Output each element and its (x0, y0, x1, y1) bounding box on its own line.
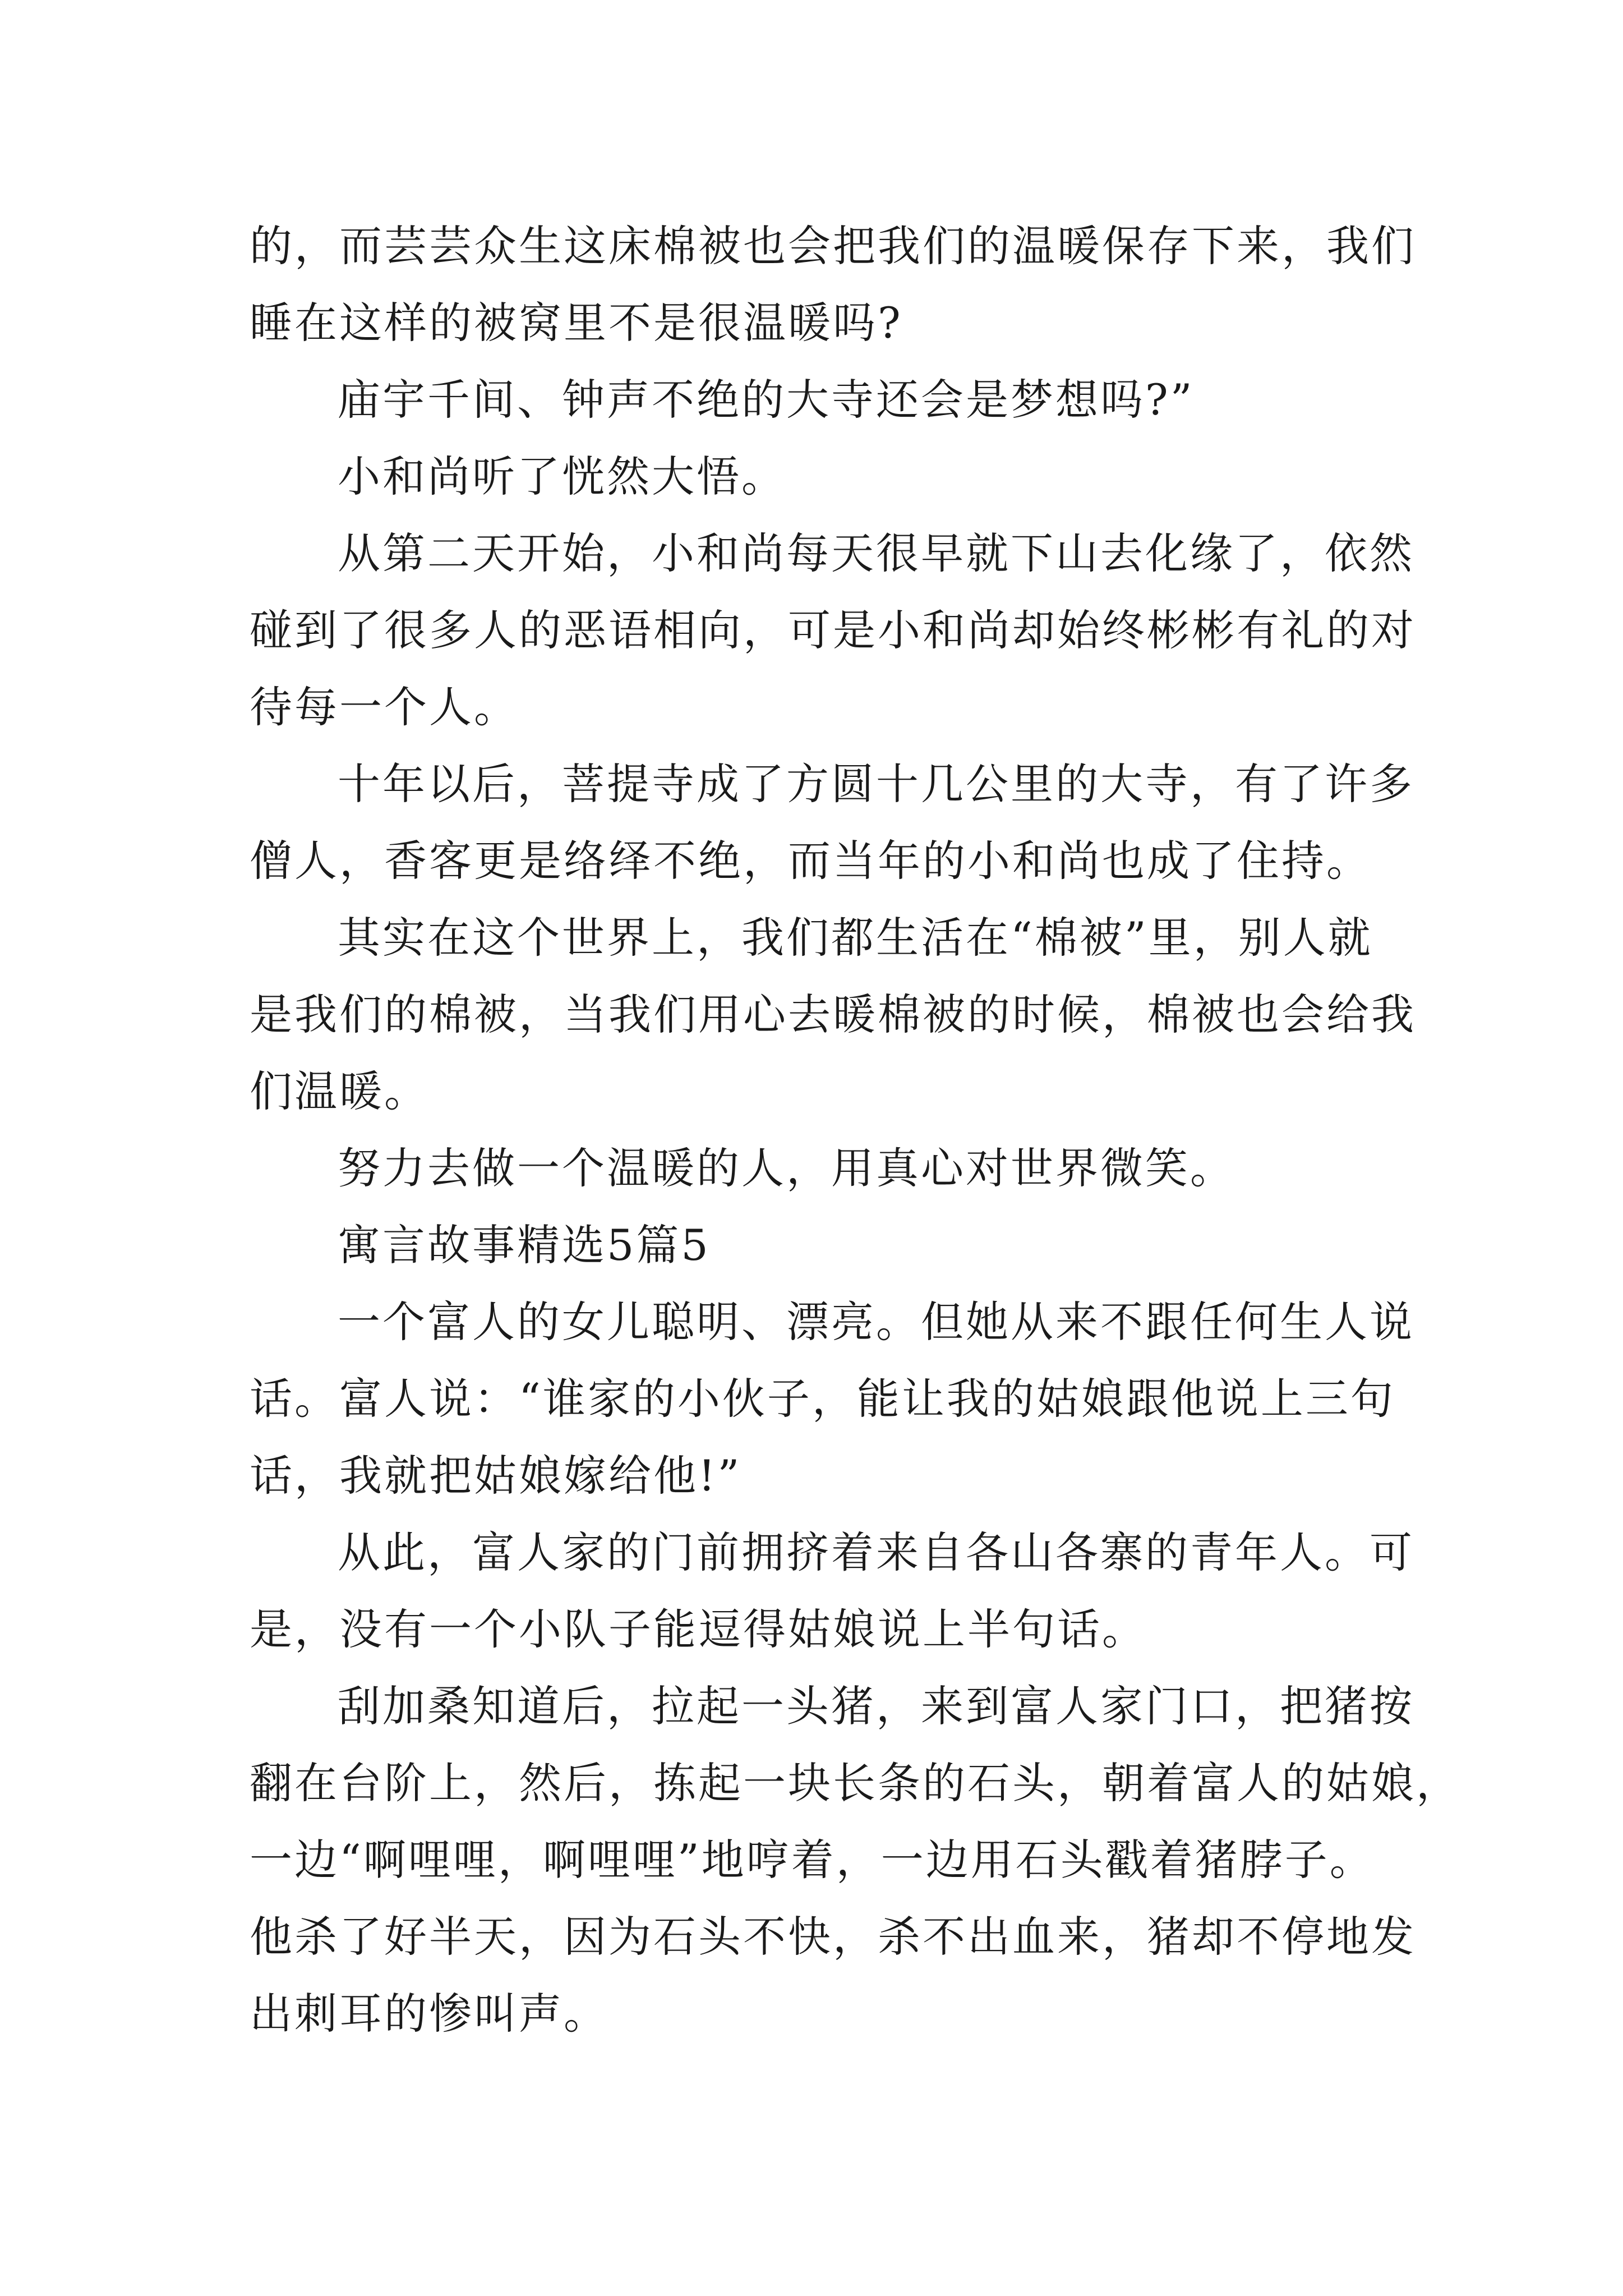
text-line: 话。富人说：“谁家的小伙子，能让我的姑娘跟他说上三句 (250, 1374, 1395, 1424)
text-line: 小和尚听了恍然大悟。 (338, 452, 786, 501)
text-line: 碰到了很多人的恶语相向，可是小和尚却始终彬彬有礼的对 (250, 605, 1416, 655)
text-line: 翻在台阶上，然后，拣起一块长条的石头，朝着富人的姑娘， (250, 1758, 1461, 1808)
text-line: 是，没有一个小队子能逗得姑娘说上半句话。 (250, 1604, 1147, 1654)
text-line: 的，而芸芸众生这床棉被也会把我们的温暖保存下来，我们 (250, 221, 1416, 271)
text-line: 从第二天开始，小和尚每天很早就下山去化缘了，依然 (338, 528, 1414, 578)
text-line: 话，我就把姑娘嫁给他!” (250, 1451, 742, 1501)
text-line: 出刺耳的惨叫声。 (250, 1989, 608, 2039)
text-line: 们温暖。 (250, 1066, 429, 1116)
text-line: 他杀了好半天，因为石头不快，杀不出血来，猪却不停地发 (250, 1912, 1416, 1962)
text-line: 僧人，香客更是络绎不绝，而当年的小和尚也成了住持。 (250, 836, 1371, 886)
text-line: 庙宇千间、钟声不绝的大寺还会是梦想吗?” (338, 375, 1195, 425)
text-line: 寓言故事精选5篇5 (338, 1220, 711, 1270)
text-line: 一边“啊哩哩，啊哩哩”地哼着，一边用石头戳着猪脖子。 (250, 1835, 1375, 1885)
text-line: 是我们的棉被，当我们用心去暖棉被的时候，棉被也会给我 (250, 990, 1416, 1039)
text-line: 一个富人的女儿聪明、漂亮。但她从来不跟任何生人说 (338, 1297, 1414, 1347)
text-line: 努力去做一个温暖的人，用真心对世界微笑。 (338, 1143, 1235, 1193)
text-line: 其实在这个世界上，我们都生活在“棉被”里，别人就 (338, 913, 1373, 963)
text-line: 待每一个人。 (250, 682, 519, 732)
body-text (250, 208, 1461, 2052)
text-line: 从此，富人家的门前拥挤着来自各山各寨的青年人。可 (338, 1527, 1414, 1577)
text-line: 刮加桑知道后，拉起一头猪，来到富人家门口，把猪按 (338, 1681, 1414, 1731)
text-line: 睡在这样的被窝里不是很温暖吗? (250, 298, 903, 348)
text-line: 十年以后，菩提寺成了方圆十几公里的大寺，有了许多 (338, 759, 1414, 809)
